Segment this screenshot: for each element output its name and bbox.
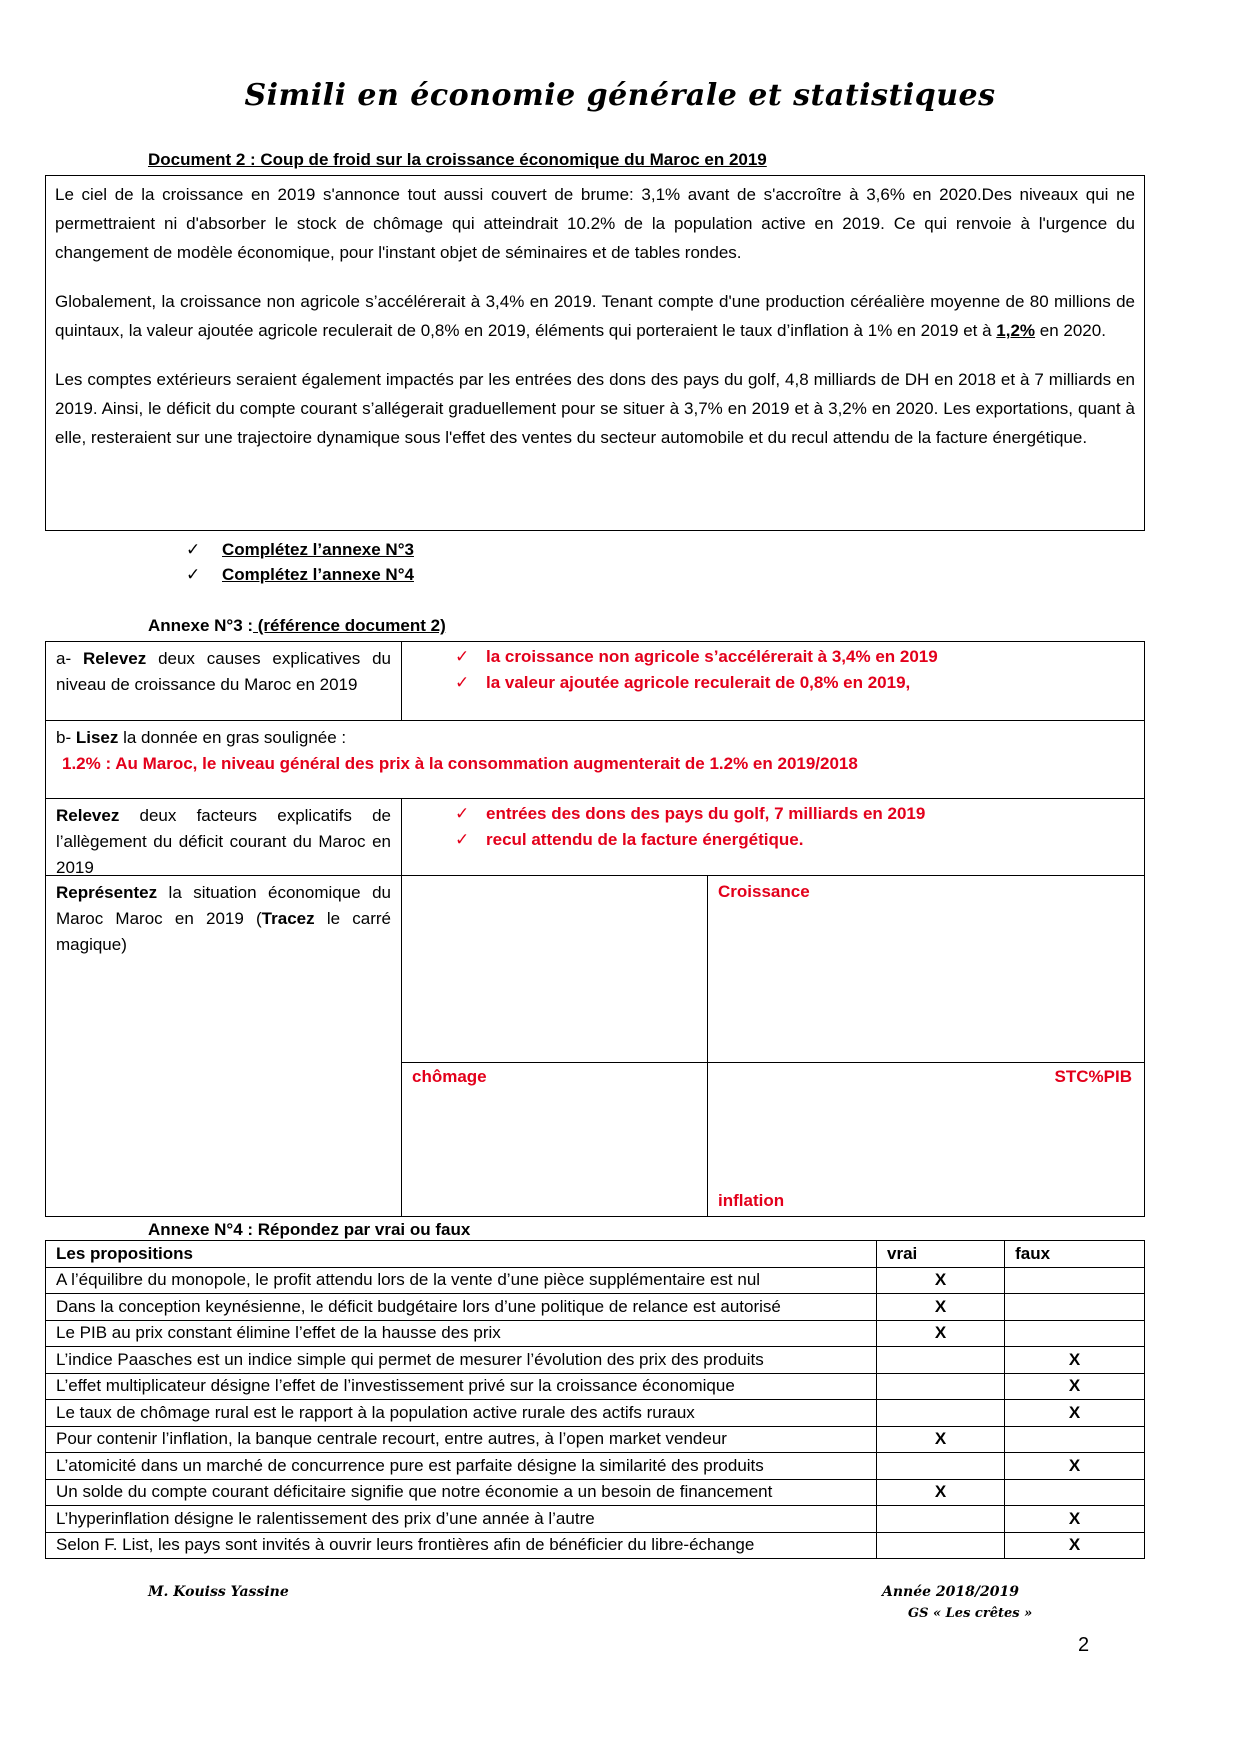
table-row: L’indice Paasches est un indice simple qui permet de mesurer l’évolution des prix des produits X	[46, 1347, 1145, 1374]
checkmark-icon: ✓	[455, 804, 470, 823]
label-inflation: inflation	[718, 1191, 785, 1210]
task-item: ✓ Complétez l’annexe N°4	[186, 565, 414, 584]
list-item: ✓ la valeur ajoutée agricole reculerait de 0,8% en 2019,	[455, 670, 1144, 696]
list-item: ✓ entrées des dons des pays du golf, 7 milliards en 2019	[455, 801, 1144, 827]
document-paragraph-2: Globalement, la croissance non agricole s’accélérerait à 3,4% en 2019. Tenant compte d'une production céréalière moyenne de 80 millions de quintaux, la valeur ajoutée agricole reculerait de 0,8% en 2019, éléments qui porteraient le taux d’inflation à 1% en 2019 et à 1,2% en 2020.	[55, 292, 1135, 340]
question-d: Représentez la situation économique du Maroc Maroc en 2019 (Tracez le carré magique)	[45, 875, 402, 1217]
table-row: L’hyperinflation désigne le ralentissement des prix d’une année à l’autre X	[46, 1506, 1145, 1533]
table-row: Pour contenir l’inflation, la banque centrale recourt, entre autres, à l’open market vendeur X	[46, 1426, 1145, 1453]
header-faux: faux	[1005, 1241, 1145, 1268]
footer-author: M. Kouiss Yassine	[148, 1584, 289, 1600]
document-heading: Document 2 : Coup de froid sur la croissance économique du Maroc en 2019	[148, 150, 767, 169]
checkmark-icon: ✓	[455, 673, 470, 692]
table-header-row	[46, 1241, 1145, 1268]
table-row: Dans la conception keynésienne, le déficit budgétaire lors d’une politique de relance est autorisé X	[46, 1294, 1145, 1321]
list-item: ✓ recul attendu de la facture énergétique.	[455, 827, 1144, 853]
footer-year: Année 2018/2019	[882, 1584, 1019, 1600]
label-stc-pib: STC%PIB	[1054, 1067, 1132, 1086]
checkmark-icon: ✓	[186, 540, 201, 559]
question-c: Relevez deux facteurs explicatifs de l’allègement du déficit courant du Maroc en 2019	[45, 798, 402, 876]
answer-c	[401, 798, 1145, 876]
highlighted-value: 1,2%	[996, 321, 1036, 340]
propositions-table	[45, 1240, 1145, 1559]
document-box	[45, 175, 1145, 531]
table-row: L’atomicité dans un marché de concurrence pure est parfaite désigne la similarité des produits X	[46, 1453, 1145, 1480]
list-item: ✓ la croissance non agricole s’accélérerait à 3,4% en 2019	[455, 644, 1144, 670]
checkmark-icon: ✓	[455, 830, 470, 849]
checkmark-icon: ✓	[455, 647, 470, 666]
label-croissance: Croissance	[718, 882, 810, 901]
table-row: A l’équilibre du monopole, le profit attendu lors de la vente d’une pièce supplémentaire est nul X	[46, 1267, 1145, 1294]
annex4-heading: Annexe N°4 : Répondez par vrai ou faux	[148, 1220, 471, 1239]
table-row: Le PIB au prix constant élimine l’effet de la hausse des prix X	[46, 1320, 1145, 1347]
question-a: a- Relevez deux causes explicatives du niveau de croissance du Maroc en 2019	[45, 641, 402, 721]
label-chomage: chômage	[412, 1067, 487, 1086]
square-cell-bottom-right	[707, 1062, 1145, 1217]
table-row: Selon F. List, les pays sont invités à ouvrir leurs frontières afin de bénéficier du libre-échange X	[46, 1532, 1145, 1559]
table-row: L’effet multiplicateur désigne l’effet de l’investissement privé sur la croissance économique X	[46, 1373, 1145, 1400]
square-cell-top-right	[707, 875, 1145, 1063]
answer-a	[401, 641, 1145, 721]
square-cell-top-left	[401, 875, 708, 1063]
document-paragraph-3: Les comptes extérieurs seraient également impactés par les entrées des dons des pays du golf, 4,8 milliards de DH en 2018 et à 7 milliards en 2019. Ainsi, le déficit du compte courant s’allégerait graduellement pour se situer à 3,7% en 2019 et à 3,2% en 2020. Les exportations, quant à elle, resteraient sur une trajectoire dynamique sous l'effet des ventes du secteur automobile et du recul attendu de la facture énergétique.	[55, 370, 1135, 447]
table-row: Un solde du compte courant déficitaire signifie que notre économie a un besoin de financement X	[46, 1479, 1145, 1506]
page-title: Simili en économie générale et statistiques	[244, 78, 996, 113]
header-vrai: vrai	[877, 1241, 1005, 1268]
header-propositions: Les propositions	[46, 1241, 877, 1268]
task-item: ✓ Complétez l’annexe N°3	[186, 540, 414, 559]
table-row: Le taux de chômage rural est le rapport à la population active rurale des actifs ruraux X	[46, 1400, 1145, 1427]
footer-school: GS « Les crêtes »	[908, 1606, 1033, 1621]
answer-b: 1.2% : Au Maroc, le niveau général des prix à la consommation augmenterait de 1.2% en 2019/2018	[62, 754, 858, 773]
page-number: 2	[1078, 1634, 1090, 1656]
question-b: b- Lisez la donnée en gras soulignée : 1.2% : Au Maroc, le niveau général des prix à la consommation augmenterait de 1.2% en 2019/2018	[45, 720, 1145, 799]
annex3-heading: Annexe N°3 : (référence document 2)	[148, 616, 446, 635]
checkmark-icon: ✓	[186, 565, 201, 584]
square-cell-bottom-left	[401, 1062, 708, 1217]
document-paragraph-1: Le ciel de la croissance en 2019 s'annonce tout aussi couvert de brume: 3,1% avant de s'accroître à 3,6% en 2020.Des niveaux qui ne permettraient ni d'absorber le stock de chômage qui atteindrait 10.2% de la population active en 2019. Ce qui renvoie à l'urgence du changement de modèle économique, pour l'instant objet de séminaires et de tables rondes.	[55, 185, 1135, 262]
